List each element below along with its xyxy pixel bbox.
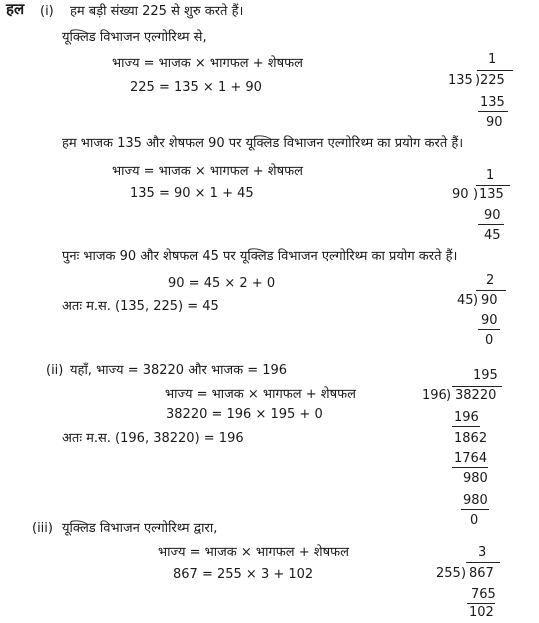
div3-divisor: 45 xyxy=(457,293,474,308)
div4-divisor: 196 xyxy=(422,388,447,403)
div3-dividend: 90 xyxy=(481,293,498,308)
part-1-intro: हम बड़ी संख्या 225 से शुरु करते हैं। xyxy=(70,4,244,19)
div2-quotient: 1 xyxy=(486,168,495,183)
div5-product: 765 xyxy=(471,587,496,602)
div5-quotient: 3 xyxy=(478,545,487,560)
part-2-result: अतः म.स. (196, 38220) = 196 xyxy=(62,431,244,446)
part-1-next-step-2: पुनः भाजक 90 और शेषफल 45 पर यूक्लिड विभाजन एल्गोरिथ्म का प्रयोग करते हैं। xyxy=(62,249,458,264)
part-3-intro: यूक्लिड विभाजन एल्गोरिथ्म द्वारा, xyxy=(62,521,218,536)
div3-product: 90 xyxy=(481,313,498,328)
div4-rule-1 xyxy=(452,426,480,427)
part-2-equation: 38220 = 196 × 195 + 0 xyxy=(166,407,323,422)
div4-dividend: 38220 xyxy=(455,388,497,403)
div5-bar xyxy=(466,562,500,563)
div2-dividend: 135 xyxy=(479,187,504,202)
div1-dividend: 225 xyxy=(480,73,505,88)
div1-bar xyxy=(477,70,513,71)
div1-divisor: 135 xyxy=(448,73,473,88)
div3-quotient: 2 xyxy=(486,273,495,288)
part-1-next-step-1: हम भाजक 135 और शेषफल 90 पर यूक्लिड विभाजन एल्गोरिथ्म का प्रयोग करते हैं। xyxy=(62,136,464,151)
div4-step-5: 980 xyxy=(463,493,488,508)
div5-bracket: ) xyxy=(461,566,467,581)
part-3-equation: 867 = 255 × 3 + 102 xyxy=(173,567,314,582)
div2-divisor: 90 xyxy=(452,187,469,202)
div5-divisor: 255 xyxy=(436,566,461,581)
div2-product: 90 xyxy=(484,208,501,223)
div3-bracket: ) xyxy=(473,293,479,308)
part-1-method: यूक्लिड विभाजन एल्गोरिथ्म से, xyxy=(62,30,207,45)
div2-bracket: ) xyxy=(473,187,479,202)
div3-remainder: 0 xyxy=(485,333,494,348)
div4-rule-2 xyxy=(452,467,488,468)
div1-bracket: ) xyxy=(475,73,481,88)
div1-rule xyxy=(478,111,508,112)
part-2-formula: भाज्य = भाजक × भागफल + शेषफल xyxy=(165,387,356,402)
part-3-label: (iii) xyxy=(32,521,53,536)
div3-bar xyxy=(476,290,506,291)
div5-rule xyxy=(467,603,495,604)
part-2-label: (ii) xyxy=(46,363,64,378)
div4-step-1: 196 xyxy=(454,410,479,425)
part-1-equation-1: 225 = 135 × 1 + 90 xyxy=(130,80,262,95)
div4-rule-3 xyxy=(461,509,489,510)
part-1-equation-3: 90 = 45 × 2 + 0 xyxy=(168,276,276,291)
div4-step-3: 1764 xyxy=(454,451,488,466)
div4-step-2: 1862 xyxy=(454,431,488,446)
part-1-equation-2: 135 = 90 × 1 + 45 xyxy=(130,186,254,201)
div2-remainder: 45 xyxy=(484,228,501,243)
part-1-formula-1: भाज्य = भाजक × भागफल + शेषफल xyxy=(112,56,303,71)
div4-remainder: 0 xyxy=(470,513,479,528)
part-1-label: (i) xyxy=(40,4,54,19)
div5-dividend: 867 xyxy=(469,566,494,581)
div4-bracket: ) xyxy=(446,388,452,403)
part-1-formula-2: भाज्य = भाजक × भागफल + शेषफल xyxy=(112,164,303,179)
div4-bar xyxy=(452,386,502,387)
div2-bar xyxy=(476,185,510,186)
div1-product: 135 xyxy=(480,95,505,110)
part-2-intro: यहाँ, भाज्य = 38220 और भाजक = 196 xyxy=(70,363,288,378)
div4-quotient: 195 xyxy=(473,368,498,383)
div1-remainder: 90 xyxy=(486,115,503,130)
part-1-result: अतः म.स. (135, 225) = 45 xyxy=(62,299,219,314)
solution-heading: हल xyxy=(6,0,25,18)
div4-step-4: 980 xyxy=(463,471,488,486)
div2-rule xyxy=(478,224,504,225)
div3-rule xyxy=(478,329,500,330)
part-3-formula: भाज्य = भाजक × भागफल + शेषफल xyxy=(158,545,349,560)
div5-remainder: 102 xyxy=(469,605,494,620)
div1-quotient: 1 xyxy=(488,52,497,67)
